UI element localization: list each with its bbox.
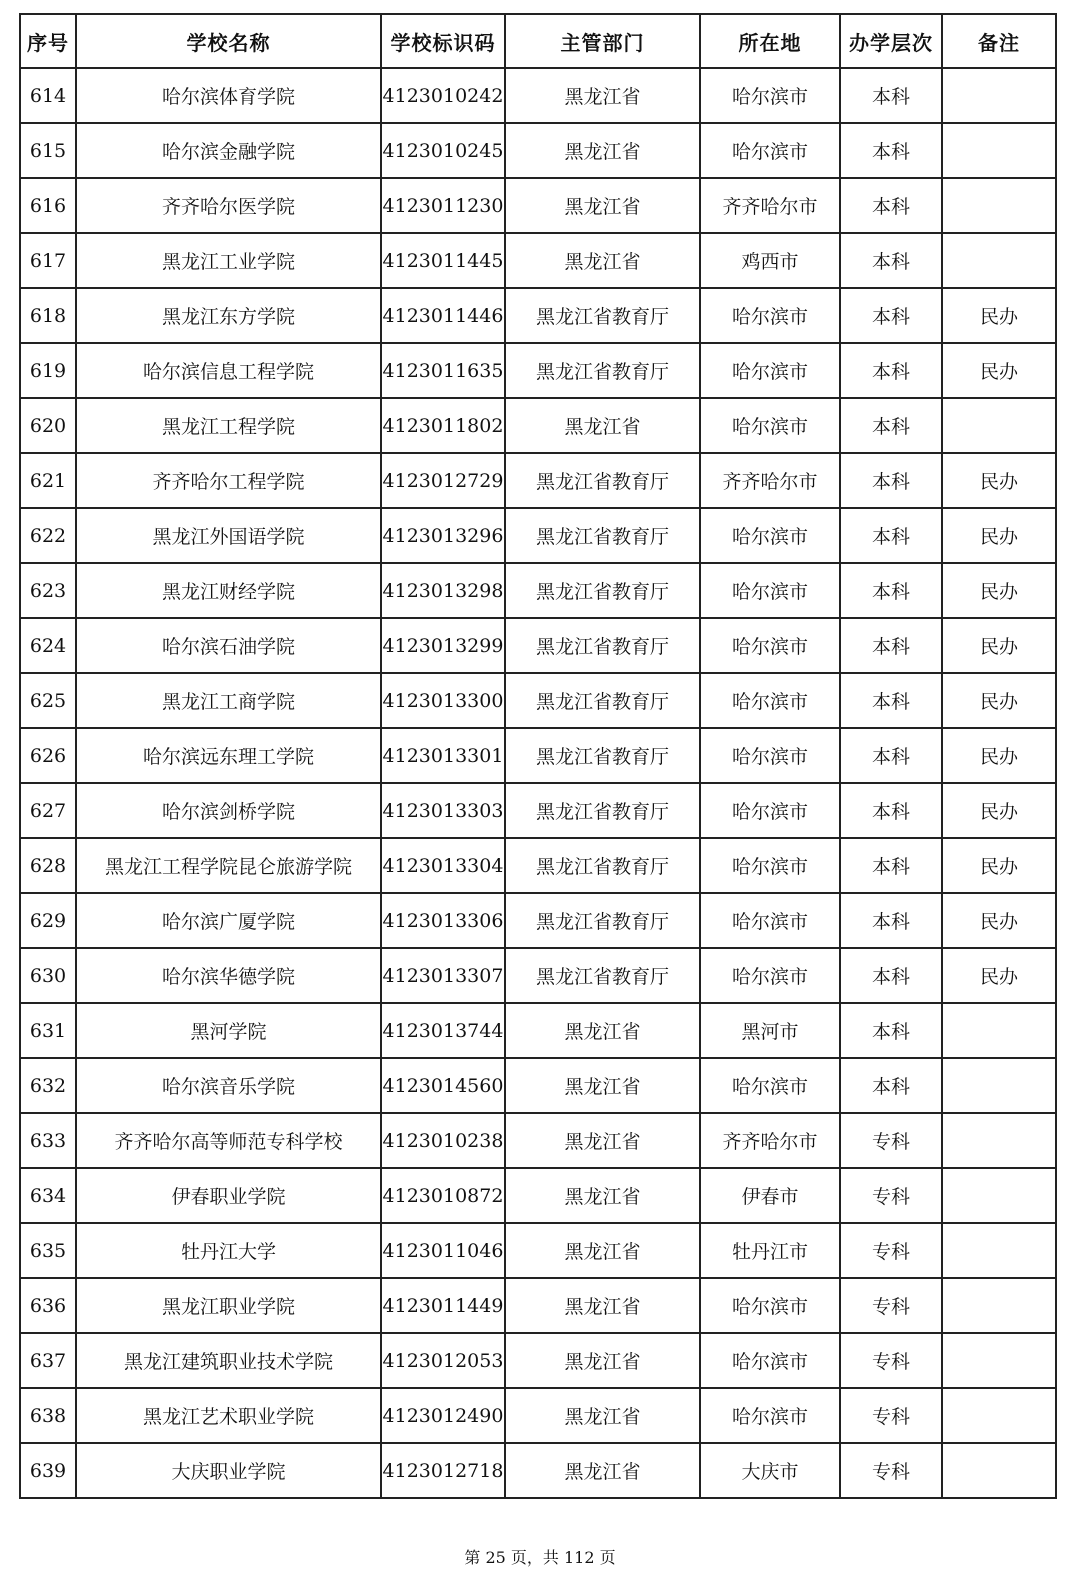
cell-col-note: 民办 bbox=[942, 728, 1056, 783]
cell-col-note: 民办 bbox=[942, 288, 1056, 343]
table-row bbox=[20, 1443, 1056, 1498]
cell-col-school-code: 4123012490 bbox=[381, 1388, 505, 1443]
cell-col-school-name: 齐齐哈尔工程学院 bbox=[76, 453, 381, 508]
cell-col-school-name: 齐齐哈尔医学院 bbox=[76, 178, 381, 233]
cell-col-location: 哈尔滨市 bbox=[700, 1388, 840, 1443]
cell-col-index: 623 bbox=[20, 563, 76, 618]
cell-col-department: 黑龙江省教育厅 bbox=[505, 288, 700, 343]
cell-col-department: 黑龙江省 bbox=[505, 178, 700, 233]
cell-col-level: 本科 bbox=[840, 838, 942, 893]
cell-col-department: 黑龙江省教育厅 bbox=[505, 618, 700, 673]
cell-col-location: 哈尔滨市 bbox=[700, 123, 840, 178]
cell-col-school-code: 4123011046 bbox=[381, 1223, 505, 1278]
cell-col-school-code: 4123011802 bbox=[381, 398, 505, 453]
cell-col-department: 黑龙江省 bbox=[505, 123, 700, 178]
cell-col-note bbox=[942, 1278, 1056, 1333]
cell-col-level: 本科 bbox=[840, 508, 942, 563]
cell-col-location: 哈尔滨市 bbox=[700, 1058, 840, 1113]
cell-col-index: 630 bbox=[20, 948, 76, 1003]
page-footer: 第 25 页，共 112 页 bbox=[464, 1548, 616, 1567]
cell-col-school-name: 黑龙江财经学院 bbox=[76, 563, 381, 618]
cell-col-department: 黑龙江省 bbox=[505, 1443, 700, 1498]
cell-col-school-name: 黑龙江工商学院 bbox=[76, 673, 381, 728]
header-col-school-name: 学校名称 bbox=[76, 14, 381, 68]
cell-col-school-code: 4123013300 bbox=[381, 673, 505, 728]
cell-col-level: 专科 bbox=[840, 1278, 942, 1333]
cell-col-note bbox=[942, 398, 1056, 453]
cell-col-level: 本科 bbox=[840, 453, 942, 508]
cell-col-index: 625 bbox=[20, 673, 76, 728]
cell-col-index: 639 bbox=[20, 1443, 76, 1498]
cell-col-school-code: 4123012718 bbox=[381, 1443, 505, 1498]
cell-col-department: 黑龙江省 bbox=[505, 1223, 700, 1278]
cell-col-index: 627 bbox=[20, 783, 76, 838]
cell-col-location: 大庆市 bbox=[700, 1443, 840, 1498]
cell-col-department: 黑龙江省 bbox=[505, 1388, 700, 1443]
cell-col-school-name: 黑龙江艺术职业学院 bbox=[76, 1388, 381, 1443]
cell-col-level: 本科 bbox=[840, 948, 942, 1003]
cell-col-level: 本科 bbox=[840, 618, 942, 673]
cell-col-level: 专科 bbox=[840, 1443, 942, 1498]
table-row bbox=[20, 618, 1056, 673]
cell-col-department: 黑龙江省 bbox=[505, 233, 700, 288]
cell-col-location: 齐齐哈尔市 bbox=[700, 453, 840, 508]
cell-col-school-name: 哈尔滨金融学院 bbox=[76, 123, 381, 178]
cell-col-school-code: 4123011445 bbox=[381, 233, 505, 288]
cell-col-level: 本科 bbox=[840, 728, 942, 783]
cell-col-note bbox=[942, 68, 1056, 123]
cell-col-level: 专科 bbox=[840, 1168, 942, 1223]
cell-col-note: 民办 bbox=[942, 508, 1056, 563]
cell-col-department: 黑龙江省 bbox=[505, 1333, 700, 1388]
table-row bbox=[20, 1223, 1056, 1278]
cell-col-department: 黑龙江省教育厅 bbox=[505, 893, 700, 948]
cell-col-index: 637 bbox=[20, 1333, 76, 1388]
cell-col-school-code: 4123010872 bbox=[381, 1168, 505, 1223]
cell-col-note: 民办 bbox=[942, 838, 1056, 893]
school-list-table-container bbox=[19, 13, 1055, 1499]
cell-col-school-name: 哈尔滨石油学院 bbox=[76, 618, 381, 673]
table-row bbox=[20, 948, 1056, 1003]
cell-col-note bbox=[942, 1388, 1056, 1443]
table-row bbox=[20, 343, 1056, 398]
cell-col-school-name: 黑龙江东方学院 bbox=[76, 288, 381, 343]
cell-col-note bbox=[942, 1113, 1056, 1168]
cell-col-level: 本科 bbox=[840, 178, 942, 233]
table-row bbox=[20, 178, 1056, 233]
cell-col-location: 黑河市 bbox=[700, 1003, 840, 1058]
cell-col-index: 620 bbox=[20, 398, 76, 453]
table-row bbox=[20, 1058, 1056, 1113]
cell-col-location: 齐齐哈尔市 bbox=[700, 1113, 840, 1168]
table-row bbox=[20, 233, 1056, 288]
cell-col-index: 619 bbox=[20, 343, 76, 398]
cell-col-school-name: 黑河学院 bbox=[76, 1003, 381, 1058]
cell-col-level: 本科 bbox=[840, 1003, 942, 1058]
cell-col-index: 631 bbox=[20, 1003, 76, 1058]
cell-col-location: 牡丹江市 bbox=[700, 1223, 840, 1278]
cell-col-index: 616 bbox=[20, 178, 76, 233]
table-header-row bbox=[20, 14, 1056, 68]
cell-col-school-name: 哈尔滨广厦学院 bbox=[76, 893, 381, 948]
cell-col-level: 本科 bbox=[840, 398, 942, 453]
cell-col-note bbox=[942, 1223, 1056, 1278]
table-row bbox=[20, 1388, 1056, 1443]
cell-col-level: 本科 bbox=[840, 233, 942, 288]
cell-col-level: 专科 bbox=[840, 1113, 942, 1168]
cell-col-school-code: 4123013306 bbox=[381, 893, 505, 948]
cell-col-department: 黑龙江省 bbox=[505, 68, 700, 123]
cell-col-note bbox=[942, 1003, 1056, 1058]
table-row bbox=[20, 1003, 1056, 1058]
cell-col-school-code: 4123013301 bbox=[381, 728, 505, 783]
cell-col-school-code: 4123013744 bbox=[381, 1003, 505, 1058]
cell-col-school-name: 大庆职业学院 bbox=[76, 1443, 381, 1498]
cell-col-note: 民办 bbox=[942, 343, 1056, 398]
cell-col-index: 633 bbox=[20, 1113, 76, 1168]
cell-col-index: 621 bbox=[20, 453, 76, 508]
cell-col-note bbox=[942, 1058, 1056, 1113]
cell-col-school-name: 黑龙江工业学院 bbox=[76, 233, 381, 288]
cell-col-school-name: 牡丹江大学 bbox=[76, 1223, 381, 1278]
cell-col-level: 本科 bbox=[840, 68, 942, 123]
cell-col-location: 哈尔滨市 bbox=[700, 1333, 840, 1388]
cell-col-school-name: 黑龙江工程学院昆仑旅游学院 bbox=[76, 838, 381, 893]
cell-col-school-code: 4123013303 bbox=[381, 783, 505, 838]
cell-col-department: 黑龙江省教育厅 bbox=[505, 508, 700, 563]
cell-col-level: 专科 bbox=[840, 1223, 942, 1278]
cell-col-school-name: 哈尔滨远东理工学院 bbox=[76, 728, 381, 783]
cell-col-school-name: 哈尔滨华德学院 bbox=[76, 948, 381, 1003]
cell-col-location: 哈尔滨市 bbox=[700, 838, 840, 893]
cell-col-note bbox=[942, 178, 1056, 233]
cell-col-department: 黑龙江省 bbox=[505, 1278, 700, 1333]
cell-col-department: 黑龙江省 bbox=[505, 398, 700, 453]
cell-col-location: 哈尔滨市 bbox=[700, 343, 840, 398]
cell-col-level: 本科 bbox=[840, 1058, 942, 1113]
cell-col-note: 民办 bbox=[942, 948, 1056, 1003]
cell-col-school-name: 伊春职业学院 bbox=[76, 1168, 381, 1223]
table-row bbox=[20, 783, 1056, 838]
cell-col-index: 622 bbox=[20, 508, 76, 563]
cell-col-department: 黑龙江省教育厅 bbox=[505, 948, 700, 1003]
table-row bbox=[20, 68, 1056, 123]
cell-col-location: 哈尔滨市 bbox=[700, 783, 840, 838]
cell-col-index: 614 bbox=[20, 68, 76, 123]
cell-col-level: 本科 bbox=[840, 893, 942, 948]
cell-col-school-name: 哈尔滨音乐学院 bbox=[76, 1058, 381, 1113]
cell-col-index: 638 bbox=[20, 1388, 76, 1443]
table-row bbox=[20, 728, 1056, 783]
cell-col-school-name: 哈尔滨剑桥学院 bbox=[76, 783, 381, 838]
cell-col-location: 伊春市 bbox=[700, 1168, 840, 1223]
cell-col-department: 黑龙江省教育厅 bbox=[505, 673, 700, 728]
cell-col-index: 628 bbox=[20, 838, 76, 893]
cell-col-school-name: 黑龙江职业学院 bbox=[76, 1278, 381, 1333]
cell-col-index: 615 bbox=[20, 123, 76, 178]
cell-col-location: 哈尔滨市 bbox=[700, 288, 840, 343]
cell-col-school-code: 4123013304 bbox=[381, 838, 505, 893]
cell-col-index: 636 bbox=[20, 1278, 76, 1333]
cell-col-level: 专科 bbox=[840, 1333, 942, 1388]
cell-col-school-name: 哈尔滨信息工程学院 bbox=[76, 343, 381, 398]
cell-col-location: 哈尔滨市 bbox=[700, 508, 840, 563]
table-row bbox=[20, 673, 1056, 728]
cell-col-school-code: 4123012053 bbox=[381, 1333, 505, 1388]
header-col-department: 主管部门 bbox=[505, 14, 700, 68]
header-col-note: 备注 bbox=[942, 14, 1056, 68]
cell-col-department: 黑龙江省 bbox=[505, 1113, 700, 1168]
cell-col-index: 618 bbox=[20, 288, 76, 343]
header-col-school-code: 学校标识码 bbox=[381, 14, 505, 68]
cell-col-location: 哈尔滨市 bbox=[700, 563, 840, 618]
cell-col-school-code: 4123013299 bbox=[381, 618, 505, 673]
cell-col-department: 黑龙江省教育厅 bbox=[505, 728, 700, 783]
cell-col-index: 635 bbox=[20, 1223, 76, 1278]
cell-col-school-code: 4123011635 bbox=[381, 343, 505, 398]
cell-col-school-code: 4123012729 bbox=[381, 453, 505, 508]
cell-col-school-code: 4123013298 bbox=[381, 563, 505, 618]
cell-col-school-code: 4123010242 bbox=[381, 68, 505, 123]
cell-col-note bbox=[942, 1443, 1056, 1498]
cell-col-level: 本科 bbox=[840, 563, 942, 618]
school-list-table bbox=[19, 13, 1057, 1499]
cell-col-location: 哈尔滨市 bbox=[700, 618, 840, 673]
cell-col-school-code: 4123014560 bbox=[381, 1058, 505, 1113]
cell-col-index: 629 bbox=[20, 893, 76, 948]
cell-col-department: 黑龙江省教育厅 bbox=[505, 563, 700, 618]
table-row bbox=[20, 508, 1056, 563]
table-row bbox=[20, 288, 1056, 343]
cell-col-index: 624 bbox=[20, 618, 76, 673]
table-row bbox=[20, 1113, 1056, 1168]
cell-col-index: 632 bbox=[20, 1058, 76, 1113]
cell-col-level: 本科 bbox=[840, 343, 942, 398]
cell-col-level: 本科 bbox=[840, 783, 942, 838]
cell-col-school-name: 哈尔滨体育学院 bbox=[76, 68, 381, 123]
cell-col-index: 626 bbox=[20, 728, 76, 783]
cell-col-school-name: 黑龙江建筑职业技术学院 bbox=[76, 1333, 381, 1388]
cell-col-school-code: 4123013307 bbox=[381, 948, 505, 1003]
cell-col-note: 民办 bbox=[942, 673, 1056, 728]
table-row bbox=[20, 1168, 1056, 1223]
cell-col-location: 哈尔滨市 bbox=[700, 893, 840, 948]
cell-col-department: 黑龙江省 bbox=[505, 1003, 700, 1058]
cell-col-note bbox=[942, 1333, 1056, 1388]
cell-col-department: 黑龙江省教育厅 bbox=[505, 453, 700, 508]
cell-col-location: 哈尔滨市 bbox=[700, 948, 840, 1003]
cell-col-note bbox=[942, 233, 1056, 288]
table-row bbox=[20, 893, 1056, 948]
cell-col-level: 本科 bbox=[840, 673, 942, 728]
cell-col-location: 哈尔滨市 bbox=[700, 398, 840, 453]
cell-col-department: 黑龙江省教育厅 bbox=[505, 343, 700, 398]
table-row bbox=[20, 838, 1056, 893]
cell-col-note: 民办 bbox=[942, 893, 1056, 948]
cell-col-school-name: 齐齐哈尔高等师范专科学校 bbox=[76, 1113, 381, 1168]
cell-col-school-code: 4123011446 bbox=[381, 288, 505, 343]
cell-col-school-name: 黑龙江工程学院 bbox=[76, 398, 381, 453]
table-row bbox=[20, 453, 1056, 508]
table-row bbox=[20, 1333, 1056, 1388]
cell-col-note: 民办 bbox=[942, 618, 1056, 673]
cell-col-school-code: 4123011230 bbox=[381, 178, 505, 233]
cell-col-school-code: 4123011449 bbox=[381, 1278, 505, 1333]
cell-col-location: 鸡西市 bbox=[700, 233, 840, 288]
header-col-index: 序号 bbox=[20, 14, 76, 68]
cell-col-location: 哈尔滨市 bbox=[700, 728, 840, 783]
cell-col-note: 民办 bbox=[942, 453, 1056, 508]
cell-col-level: 专科 bbox=[840, 1388, 942, 1443]
cell-col-school-code: 4123010245 bbox=[381, 123, 505, 178]
cell-col-note: 民办 bbox=[942, 783, 1056, 838]
cell-col-note bbox=[942, 1168, 1056, 1223]
cell-col-department: 黑龙江省教育厅 bbox=[505, 783, 700, 838]
header-col-level: 办学层次 bbox=[840, 14, 942, 68]
cell-col-department: 黑龙江省 bbox=[505, 1058, 700, 1113]
table-row bbox=[20, 563, 1056, 618]
cell-col-index: 634 bbox=[20, 1168, 76, 1223]
table-body bbox=[20, 68, 1056, 1498]
header-col-location: 所在地 bbox=[700, 14, 840, 68]
cell-col-level: 本科 bbox=[840, 288, 942, 343]
cell-col-department: 黑龙江省教育厅 bbox=[505, 838, 700, 893]
cell-col-location: 哈尔滨市 bbox=[700, 68, 840, 123]
cell-col-location: 哈尔滨市 bbox=[700, 673, 840, 728]
table-row bbox=[20, 398, 1056, 453]
table-row bbox=[20, 1278, 1056, 1333]
cell-col-level: 本科 bbox=[840, 123, 942, 178]
cell-col-school-name: 黑龙江外国语学院 bbox=[76, 508, 381, 563]
cell-col-note bbox=[942, 123, 1056, 178]
cell-col-index: 617 bbox=[20, 233, 76, 288]
table-row bbox=[20, 123, 1056, 178]
cell-col-location: 哈尔滨市 bbox=[700, 1278, 840, 1333]
cell-col-school-code: 4123010238 bbox=[381, 1113, 505, 1168]
cell-col-note: 民办 bbox=[942, 563, 1056, 618]
cell-col-department: 黑龙江省 bbox=[505, 1168, 700, 1223]
cell-col-location: 齐齐哈尔市 bbox=[700, 178, 840, 233]
cell-col-school-code: 4123013296 bbox=[381, 508, 505, 563]
